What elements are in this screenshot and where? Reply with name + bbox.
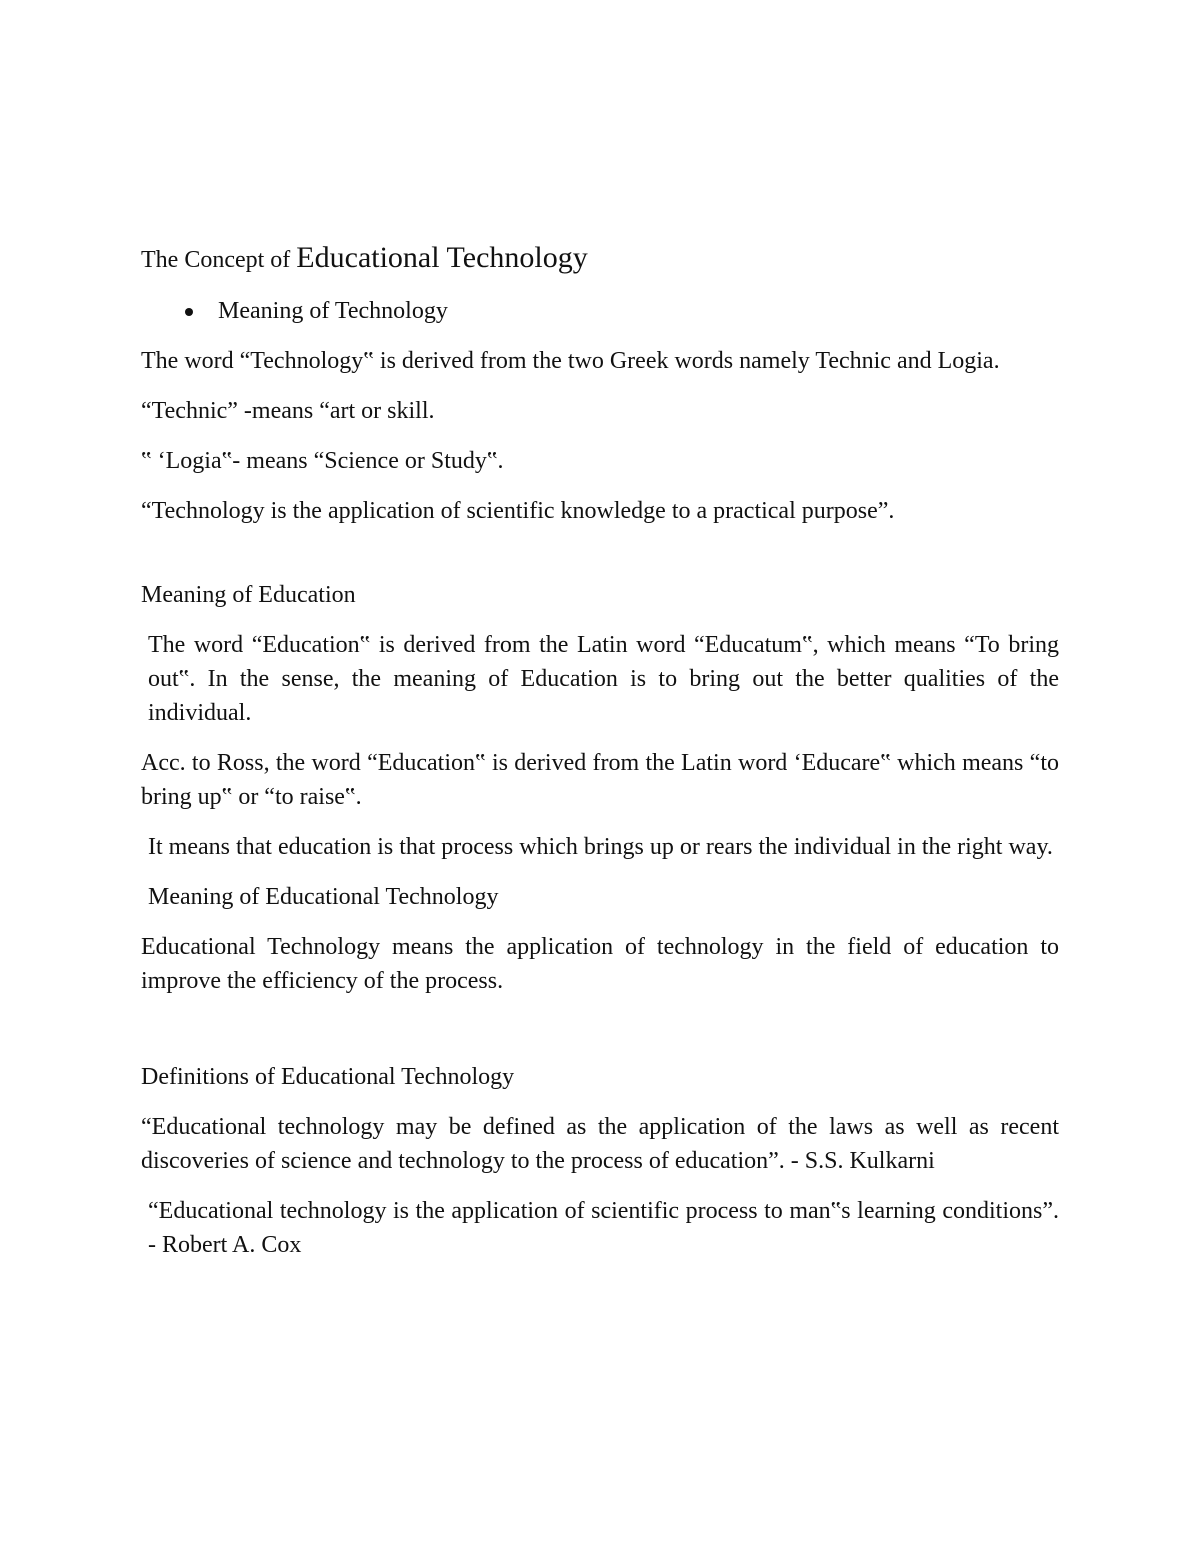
- bullet-label: Meaning of Technology: [218, 298, 448, 324]
- education-paragraph-2: Acc. to Ross, the word “Education‟ is derived from the Latin word ‘Educare‟ which means “to bring up‟ or “to raise‟.: [141, 750, 1059, 810]
- title-prefix: The Concept of: [141, 247, 297, 273]
- definitions-heading: Definitions of Educational Technology: [141, 1064, 515, 1090]
- education-paragraph-1: The word “Education‟ is derived from the Latin word “Educatum‟, which means “To bring out‟. In the sense, the meaning of Education is to bring out the better qualities of the individual.: [148, 632, 1059, 726]
- education-paragraph-3: It means that education is that process which brings up or rears the individual in the right way.: [148, 834, 1053, 860]
- definition-cox: “Educational technology is the application of scientific process to man‟s learning conditions”. - Robert A. Cox: [148, 1198, 1059, 1258]
- technology-paragraph-4: “Technology is the application of scientific knowledge to a practical purpose”.: [141, 498, 895, 524]
- technology-paragraph-2: “Technic” -means “art or skill.: [141, 398, 435, 424]
- bullet-dot-icon: [185, 308, 193, 316]
- technology-paragraph-1: The word “Technology‟ is derived from the two Greek words namely Technic and Logia.: [141, 348, 1000, 374]
- title-emphasis: Educational Technology: [296, 241, 588, 274]
- document-title: [141, 238, 1059, 280]
- definition-kulkarni: “Educational technology may be defined as the application of the laws as well as recent discoveries of science and technology to the process of education”. - S.S. Kulkarni: [141, 1114, 1059, 1174]
- edtech-paragraph-1: Educational Technology means the application of technology in the field of education to improve the efficiency of the process.: [141, 934, 1059, 994]
- education-heading: Meaning of Education: [141, 582, 356, 608]
- technology-paragraph-3: ‟ ‘Logia‟- means “Science or Study‟.: [141, 448, 504, 474]
- edtech-heading: Meaning of Educational Technology: [148, 884, 499, 910]
- bullet-item-meaning-of-technology: [141, 294, 1059, 328]
- document-body: [141, 238, 1059, 1262]
